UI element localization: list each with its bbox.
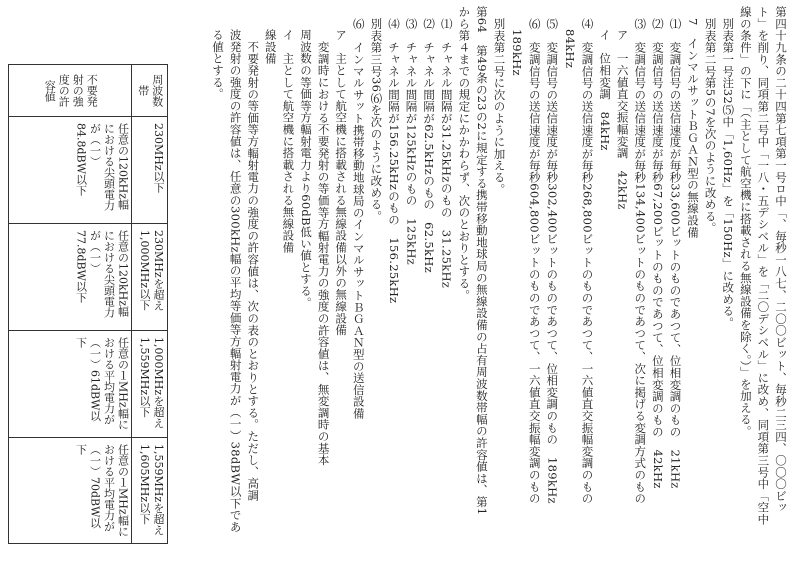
table-header-emission-limit: 不要発射の強度の許容値 bbox=[9, 65, 131, 117]
text-line: ⑶ チャネル間隔が125kHzのもの 125kHz bbox=[404, 17, 419, 265]
frequency-band-column bbox=[131, 65, 167, 543]
text-line: 別表第三号36⑹を次のように改める。 bbox=[369, 17, 384, 222]
emission-limit-column bbox=[9, 65, 131, 543]
text-line: 線設備 bbox=[263, 29, 278, 65]
table-cell-emission-limit: 任意の１MHz幅における平均電力が（一）70dBW以下 bbox=[74, 444, 130, 537]
regulation-text bbox=[189, 6, 789, 558]
text-line: ⑸ 変調信号の送信速度が毎秒302,400ビットのものであつて、位相変調のもの 189kHz bbox=[545, 17, 560, 504]
table-cell-frequency-band: 1,559MHzを超え1,605MHz以下 bbox=[138, 444, 165, 536]
text-line: 第64 第49条の23の2に規定する携帯移動地球局の無線設備の占有周波数帯幅の許容値は、第1 bbox=[474, 6, 489, 516]
text-line: 不要発射の等価等方輻射電力の強度の許容値は、次の表のとおりとする。ただし、高調 bbox=[246, 40, 261, 501]
text-line: 7 インマルサットＢＧＡＮ型の無線設備 bbox=[686, 17, 701, 238]
text-line: ⑹ インマルサット携帯移動地球局のインマルサットＢＧＡＮ型の送信設備 bbox=[351, 17, 366, 419]
text-line: ア 主として航空機に搭載される無線設備以外の無線設備 bbox=[334, 29, 349, 336]
text-line: ⑵ チャネル間隔が62.5kHzのもの 62.5kHz bbox=[422, 17, 437, 273]
text-line: 別表第一号注32⑸中「1,60Hz」を「150Hz」に改める。 bbox=[721, 17, 736, 329]
emission-limits-table bbox=[8, 64, 168, 544]
text-line: イ 主として航空機に搭載される無線設備 bbox=[281, 29, 296, 254]
table-cell-emission-limit: 任意の120kHz幅における尖頭電力が（一）77.8dBW以下 bbox=[9, 224, 131, 331]
text-line: 84kHz bbox=[562, 29, 577, 69]
text-line: ⑶ 変調信号の送信速度が毎秒134,400ビットのものであつて、次に掲げる変調方式のもの bbox=[633, 17, 648, 504]
text-line: ⑷ チャネル間隔が156.25kHzのもの 156.25kHz bbox=[386, 17, 401, 303]
text-line: 別表第二号に次のように加える。 bbox=[492, 17, 507, 195]
text-line: る値とする。 bbox=[211, 29, 225, 100]
text-line: 189kHz bbox=[510, 29, 525, 76]
text-line: ト」を削り、同項第二号中「一八・五デシベル」を「二〇デシベル」に改め、同項第三号中「空中 bbox=[756, 6, 771, 526]
text-line: ア 一六値直交振幅変調 42kHz bbox=[615, 29, 630, 210]
text-line: 線の条件」の下に「（主として航空機に搭載される無線設備を除く。）」を加える。 bbox=[738, 6, 753, 438]
table-cell-emission-limit: 任意の120kHz幅における尖頭電力が（一）84.8dBW以下 bbox=[9, 117, 131, 224]
table-cell-frequency-band: 1,000MHzを超え1,559MHz以下 bbox=[132, 331, 167, 438]
table-cell-frequency-band: 230MHz以下 bbox=[132, 117, 167, 224]
text-line: ⑵ 変調信号の送信速度が毎秒67,200ビットのものであつて、位相変調のもの 42kHz bbox=[650, 17, 665, 489]
text-line: 周波数の等価等方輻射電力より60dB低い値とする。 bbox=[298, 29, 313, 309]
text-line: ⑷ 変調信号の送信速度が毎秒268,800ビットのものであつて、一六値直交振幅変調のもの bbox=[580, 17, 595, 504]
table-header-frequency-band: 周波数帯 bbox=[132, 65, 167, 117]
text-line: 別表第二号第5の7を次のように改める。 bbox=[703, 17, 718, 234]
table-cell-frequency-band: 230MHzを超え1,000MHz以下 bbox=[132, 224, 167, 331]
text-line: イ 位相変調 84kHz bbox=[598, 29, 613, 151]
text-line: ⑴ 変調信号の送信速度が毎秒33,600ビットのものであつて、位相変調のもの 21kHz bbox=[668, 17, 683, 489]
text-line: ⑴ チャネル間隔が31.25kHzのもの 31.25kHz bbox=[439, 17, 454, 288]
text-line: 第四十九条の二十四第七項第一号ロ中「、毎秒一八七、二〇〇ビット、毎秒二三四、〇〇〇ビッ bbox=[774, 6, 788, 514]
table-cell-emission-limit: 任意の１MHz幅における平均電力が（一）61dBW以下 bbox=[9, 331, 131, 438]
text-line: から第４までの規定にかかわらず、次のとおりとする。 bbox=[457, 6, 472, 301]
text-line: 変調時における不要発射の等価等方輻射電力の強度の許容値は、無変調時の基本 bbox=[316, 40, 331, 466]
text-line: 波発射の強度の許容値は、任意の300kHz幅の平均等価等方輻射電力が（一）38dBW以下であ bbox=[228, 29, 243, 533]
text-line: ⑹ 変調信号の送信速度が毎秒604,800ビットのものであつて、一六値直交振幅変調のもの bbox=[527, 17, 542, 504]
